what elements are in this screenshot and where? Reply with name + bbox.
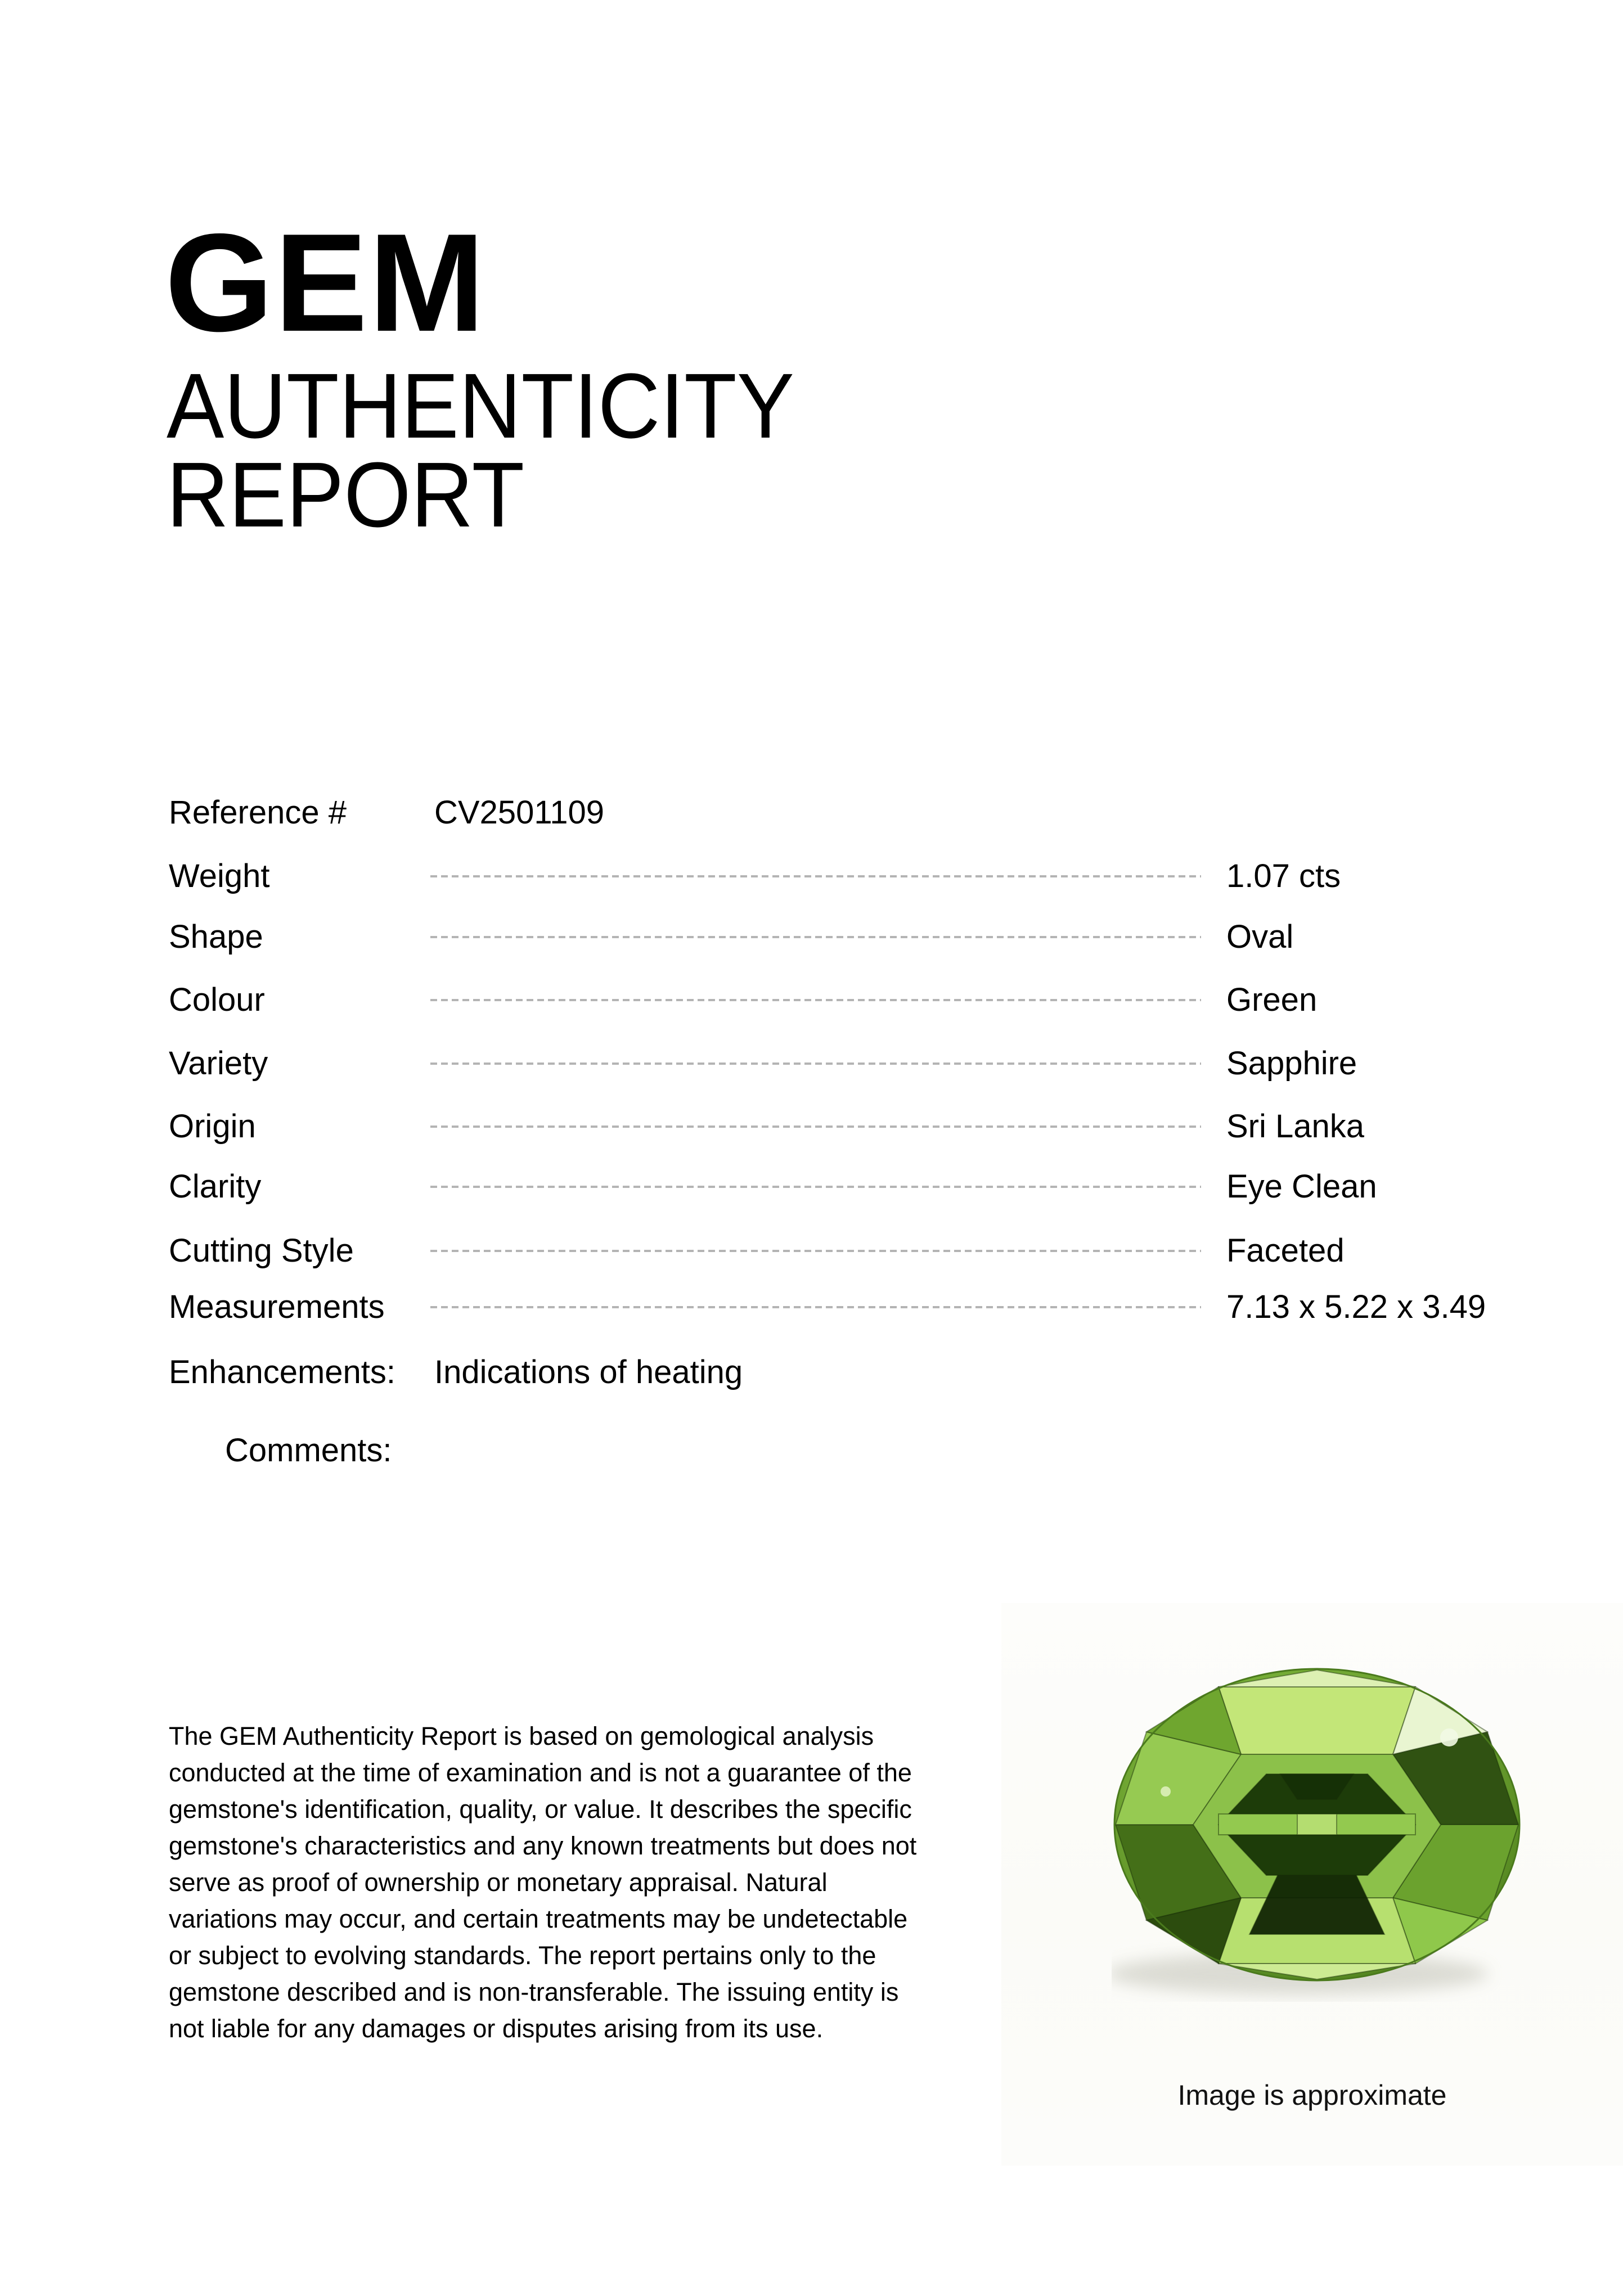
field-row-shape — [0, 921, 1623, 953]
report-subtitle — [167, 354, 794, 546]
field-label: Shape — [169, 919, 263, 955]
field-row-colour — [0, 984, 1623, 1016]
dotted-leader-line — [430, 1126, 1201, 1128]
field-row-comments — [0, 1434, 1623, 1467]
dotted-leader-line — [430, 1186, 1201, 1188]
dotted-leader-line — [430, 875, 1201, 877]
field-value: CV2501109 — [434, 794, 605, 831]
field-value: Oval — [1226, 919, 1294, 955]
field-row-cutting-style — [0, 1232, 1623, 1269]
field-label: Colour — [169, 982, 265, 1018]
field-value: Sapphire — [1226, 1045, 1357, 1082]
field-label: Comments: — [225, 1432, 392, 1469]
field-value: Sri Lanka — [1226, 1108, 1365, 1145]
dotted-leader-line — [430, 999, 1201, 1001]
field-row-enhancements — [0, 1356, 1623, 1389]
report-title: GEM — [165, 204, 486, 361]
field-row-clarity — [0, 1170, 1623, 1203]
dotted-leader-line — [430, 1063, 1201, 1065]
disclaimer-line: or subject to evolving standards. The report pertains only to the — [169, 1941, 876, 1970]
field-label: Variety — [169, 1045, 268, 1082]
disclaimer-line: variations may occur, and certain treatments may be undetectable — [169, 1905, 908, 1933]
disclaimer-line: gemstone's identification, quality, or value. It describes the specific — [169, 1795, 912, 1824]
field-row-reference — [0, 796, 1623, 829]
field-value: Green — [1226, 982, 1318, 1018]
field-label: Clarity — [169, 1168, 262, 1205]
field-value: Indications of heating — [434, 1354, 743, 1390]
field-value: 1.07 cts — [1226, 858, 1341, 894]
disclaimer-line: gemstone's characteristics and any known treatments but does not — [169, 1831, 917, 1860]
field-label: Weight — [169, 858, 270, 894]
field-row-variety — [0, 1047, 1623, 1080]
field-label: Reference # — [169, 794, 347, 831]
field-value: Faceted — [1226, 1232, 1345, 1269]
field-label: Enhancements: — [169, 1354, 396, 1390]
dotted-leader-line — [430, 936, 1201, 938]
field-label: Cutting Style — [169, 1232, 354, 1269]
disclaimer-paragraph — [169, 1718, 916, 2047]
report-subtitle-line2: REPORT — [167, 443, 525, 546]
dotted-leader-line — [430, 1306, 1201, 1308]
disclaimer-line: gemstone described and is non-transferable. The issuing entity is — [169, 1978, 899, 2006]
field-row-weight — [0, 860, 1623, 893]
field-value: Eye Clean — [1226, 1168, 1377, 1205]
dotted-leader-line — [430, 1250, 1201, 1252]
photo-caption: Image is approximate — [1177, 2079, 1447, 2111]
field-label: Measurements — [169, 1289, 385, 1325]
field-row-measurements — [0, 1291, 1623, 1323]
green-oval-gemstone-image — [1112, 1664, 1522, 2002]
gemstone-photo — [1001, 1603, 1623, 2166]
disclaimer-line: conducted at the time of examination and is not a guarantee of the — [169, 1758, 912, 1787]
report-subtitle-line1: AUTHENTICITY — [167, 354, 794, 457]
disclaimer-line: The GEM Authenticity Report is based on gemological analysis — [169, 1722, 874, 1750]
field-value: 7.13 x 5.22 x 3.49 — [1226, 1289, 1486, 1325]
field-label: Origin — [169, 1108, 256, 1145]
disclaimer-line: serve as proof of ownership or monetary appraisal. Natural — [169, 1868, 828, 1897]
field-row-origin — [0, 1110, 1623, 1143]
disclaimer-line: not liable for any damages or disputes arising from its use. — [169, 2014, 824, 2043]
